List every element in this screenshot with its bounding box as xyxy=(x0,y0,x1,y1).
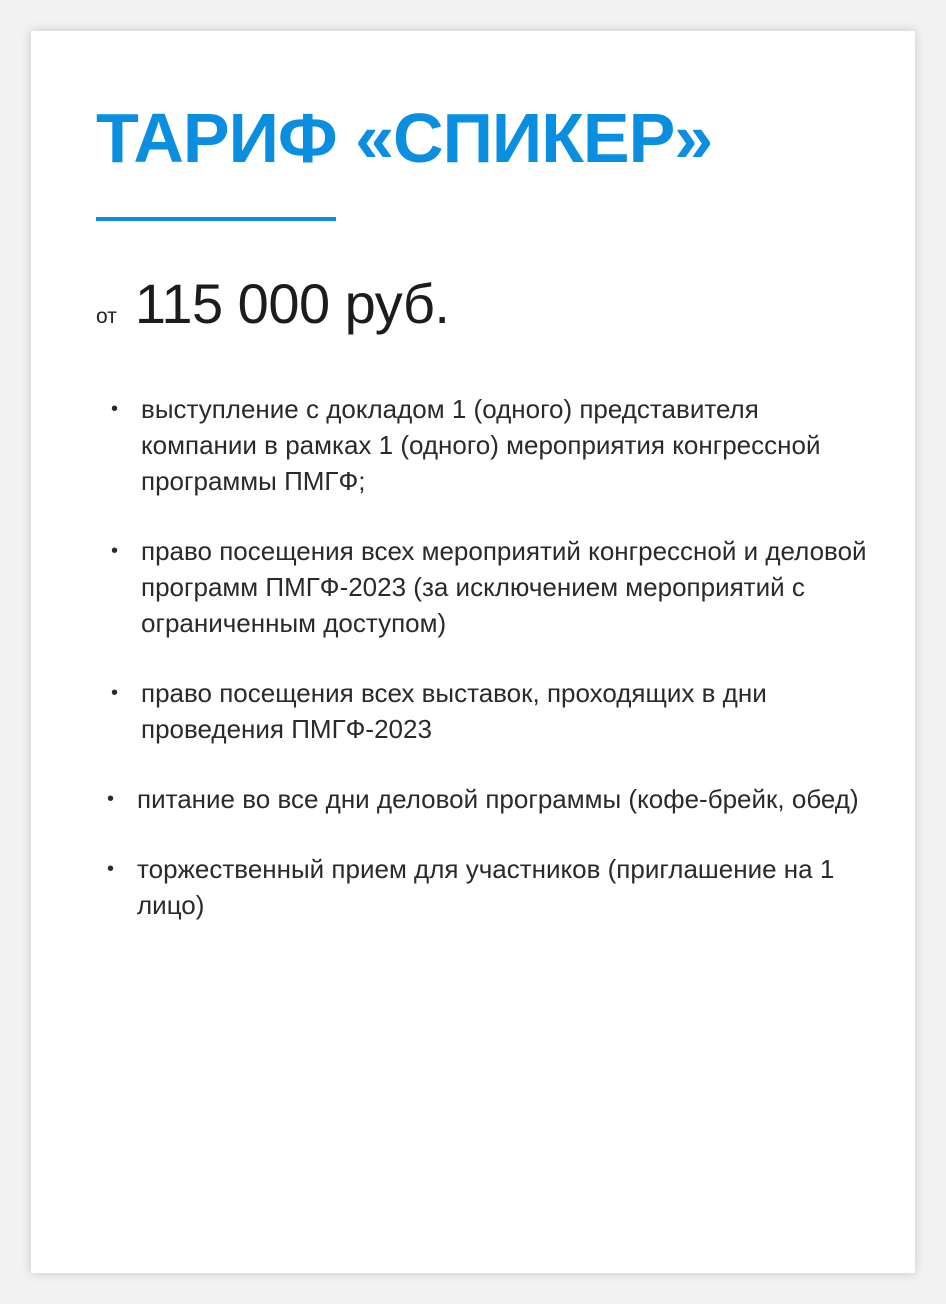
feature-item xyxy=(111,533,871,641)
price-value: 115 000 руб. xyxy=(134,272,450,335)
bullet-icon: • xyxy=(111,682,119,704)
title-underline xyxy=(96,217,336,221)
feature-text: торжественный прием для участников (приглашение на 1 лицо) xyxy=(137,854,835,920)
tariff-title: ТАРИФ «СПИКЕР» xyxy=(96,99,713,177)
bullet-icon: • xyxy=(111,398,119,420)
feature-item xyxy=(107,851,871,923)
bullet-icon: • xyxy=(111,540,119,562)
price-row xyxy=(96,271,449,336)
tariff-card xyxy=(31,31,915,1273)
features-list xyxy=(107,391,871,923)
price-prefix: от xyxy=(96,305,117,328)
feature-item xyxy=(111,675,871,747)
feature-item xyxy=(107,781,871,817)
bullet-icon: • xyxy=(107,788,115,810)
feature-text: выступление с докладом 1 (одного) представителя компании в рамках 1 (одного) мероприятия конгрессной программы ПМГФ; xyxy=(141,394,821,496)
bullet-icon: • xyxy=(107,858,115,880)
feature-text: право посещения всех выставок, проходящих в дни проведения ПМГФ-2023 xyxy=(141,678,767,744)
feature-text: право посещения всех мероприятий конгрессной и деловой программ ПМГФ-2023 (за исключением мероприятий с ограниченным доступом) xyxy=(141,536,867,638)
feature-item xyxy=(111,391,871,499)
feature-text: питание во все дни деловой программы (кофе-брейк, обед) xyxy=(137,784,859,814)
